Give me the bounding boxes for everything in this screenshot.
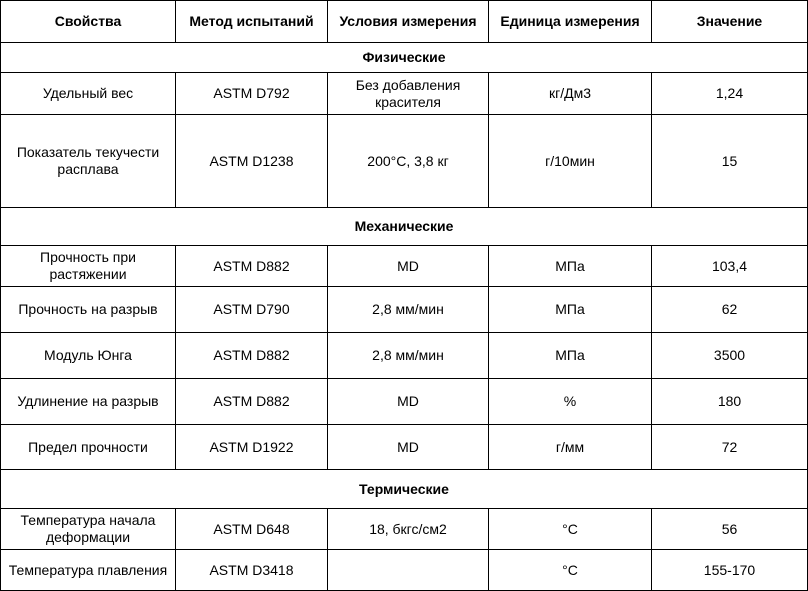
cell-property: Показатель текучести расплава — [1, 115, 176, 208]
cell-value: 72 — [652, 425, 808, 470]
cell-unit: г/10мин — [489, 115, 652, 208]
cell-method: ASTM D1922 — [176, 425, 328, 470]
cell-unit: МПа — [489, 287, 652, 333]
cell-condition: MD — [328, 379, 489, 425]
cell-method: ASTM D882 — [176, 379, 328, 425]
header-row — [1, 1, 808, 43]
section-row — [1, 470, 808, 509]
cell-property: Удлинение на разрыв — [1, 379, 176, 425]
table-row — [1, 425, 808, 470]
cell-value: 15 — [652, 115, 808, 208]
section-title: Термические — [1, 470, 808, 509]
cell-method: ASTM D790 — [176, 287, 328, 333]
cell-method: ASTM D1238 — [176, 115, 328, 208]
cell-value: 62 — [652, 287, 808, 333]
cell-value: 180 — [652, 379, 808, 425]
cell-condition: MD — [328, 246, 489, 287]
header-property: Свойства — [1, 1, 176, 43]
cell-value: 3500 — [652, 333, 808, 379]
cell-condition: 18, бкгс/см2 — [328, 509, 489, 550]
table-row — [1, 246, 808, 287]
cell-unit: % — [489, 379, 652, 425]
cell-property: Прочность на разрыв — [1, 287, 176, 333]
cell-method: ASTM D882 — [176, 333, 328, 379]
cell-unit: °C — [489, 550, 652, 591]
cell-unit: г/мм — [489, 425, 652, 470]
section-title: Физические — [1, 43, 808, 73]
cell-condition: 2,8 мм/мин — [328, 287, 489, 333]
cell-method: ASTM D882 — [176, 246, 328, 287]
cell-condition — [328, 550, 489, 591]
cell-condition: MD — [328, 425, 489, 470]
cell-unit: МПа — [489, 246, 652, 287]
cell-condition: 200°C, 3,8 кг — [328, 115, 489, 208]
cell-unit: кг/Дм3 — [489, 73, 652, 115]
cell-unit: МПа — [489, 333, 652, 379]
cell-property: Прочность при растяжении — [1, 246, 176, 287]
table-row — [1, 115, 808, 208]
cell-property: Предел прочности — [1, 425, 176, 470]
section-row — [1, 208, 808, 246]
table-row — [1, 550, 808, 591]
table-row — [1, 73, 808, 115]
table-row — [1, 333, 808, 379]
header-condition: Условия измерения — [328, 1, 489, 43]
cell-value: 155-170 — [652, 550, 808, 591]
cell-unit: °C — [489, 509, 652, 550]
table-row — [1, 287, 808, 333]
cell-property: Температура плавления — [1, 550, 176, 591]
cell-method: ASTM D792 — [176, 73, 328, 115]
cell-method: ASTM D648 — [176, 509, 328, 550]
cell-value: 1,24 — [652, 73, 808, 115]
cell-value: 103,4 — [652, 246, 808, 287]
header-unit: Единица измерения — [489, 1, 652, 43]
header-value: Значение — [652, 1, 808, 43]
table-row — [1, 509, 808, 550]
cell-property: Удельный вес — [1, 73, 176, 115]
cell-condition: Без добавления красителя — [328, 73, 489, 115]
header-method: Метод испытаний — [176, 1, 328, 43]
table-row — [1, 379, 808, 425]
cell-value: 56 — [652, 509, 808, 550]
section-title: Механические — [1, 208, 808, 246]
section-row — [1, 43, 808, 73]
cell-condition: 2,8 мм/мин — [328, 333, 489, 379]
cell-property: Модуль Юнга — [1, 333, 176, 379]
cell-property: Температура начала деформации — [1, 509, 176, 550]
cell-method: ASTM D3418 — [176, 550, 328, 591]
